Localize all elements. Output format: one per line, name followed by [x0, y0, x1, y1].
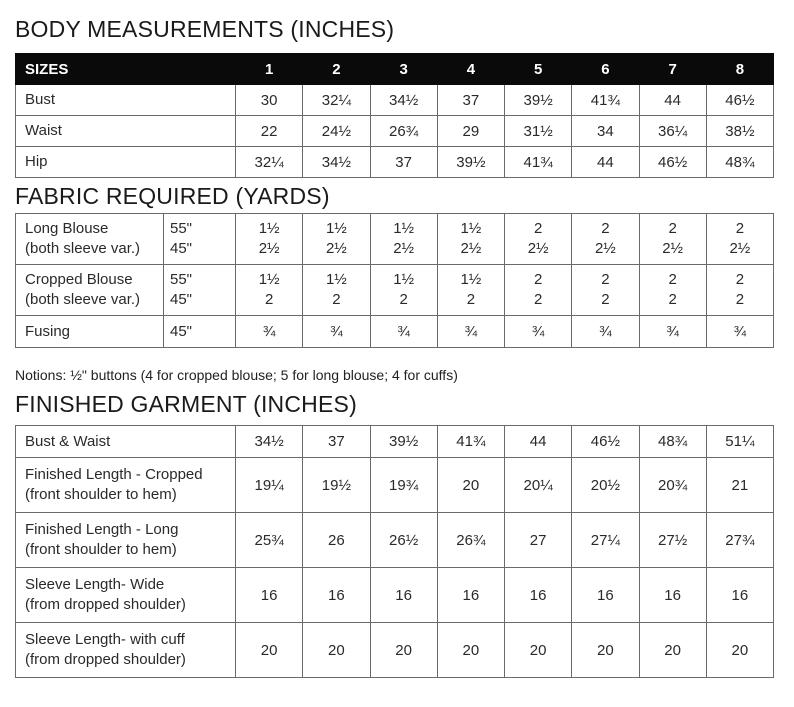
size-header: 1: [236, 54, 303, 85]
table-cell: ¾: [236, 316, 303, 348]
table-row: [16, 513, 774, 568]
table-cell: 51¼: [706, 426, 773, 458]
yardage-value: 2: [735, 271, 745, 288]
table-cell: 27¼: [572, 513, 639, 568]
row-label-note: (from dropped shoulder): [25, 596, 186, 613]
table-cell: 16: [370, 568, 437, 623]
sizes-header-label: SIZES: [16, 54, 236, 85]
row-label: [16, 214, 164, 265]
table-cell: 37: [370, 147, 437, 178]
yardage-value: 2½: [662, 240, 684, 257]
table-cell: 32¼: [236, 147, 303, 178]
table-cell: 29: [437, 116, 504, 147]
table-cell: 34½: [370, 85, 437, 116]
fabric-required-title: FABRIC REQUIRED (YARDS): [15, 183, 330, 209]
yardage-value: 2: [601, 271, 610, 288]
row-label: [16, 568, 236, 623]
table-cell: 20: [370, 623, 437, 678]
table-cell: 46½: [639, 147, 706, 178]
table-cell: [572, 214, 639, 265]
row-label-note: (both sleeve var.): [25, 291, 141, 308]
yardage-value: 2: [332, 291, 341, 308]
yardage-value: 1½: [325, 220, 347, 237]
table-cell: [303, 265, 370, 316]
table-cell: [236, 265, 303, 316]
yardage-value: 2: [533, 220, 543, 237]
table-cell: 46½: [706, 85, 773, 116]
finished-garment-table: [15, 425, 774, 678]
table-row: [16, 426, 774, 458]
size-header: 6: [572, 54, 639, 85]
yardage-value: 2: [668, 220, 677, 237]
fabric-width-cell: 45": [164, 316, 236, 348]
yardage-value: 2½: [594, 240, 616, 257]
table-cell: [437, 265, 504, 316]
table-cell: 16: [236, 568, 303, 623]
row-label: [16, 513, 236, 568]
table-cell: 20½: [572, 458, 639, 513]
row-label: Waist: [16, 116, 236, 147]
table-cell: 26: [303, 513, 370, 568]
yardage-value: 2: [466, 291, 476, 308]
table-cell: 31½: [505, 116, 572, 147]
table-cell: 21: [706, 458, 773, 513]
yardage-value: 2: [735, 291, 745, 308]
table-cell: 41¾: [572, 85, 639, 116]
table-cell: 41¾: [505, 147, 572, 178]
row-label: [16, 623, 236, 678]
yardage-value: 2: [533, 271, 543, 288]
fabric-width-cell: [164, 214, 236, 265]
table-cell: [572, 265, 639, 316]
table-cell: 34: [572, 116, 639, 147]
table-cell: 37: [437, 85, 504, 116]
table-cell: 16: [303, 568, 370, 623]
table-row: [16, 214, 774, 265]
table-cell: [236, 214, 303, 265]
fabric-width: 55": [170, 271, 193, 288]
yardage-value: 2: [601, 220, 610, 237]
yardage-value: 1½: [325, 271, 347, 288]
table-cell: 20: [437, 458, 504, 513]
yardage-value: 2½: [258, 240, 280, 257]
yardage-value: 2: [735, 220, 745, 237]
row-label-note: (front shoulder to hem): [25, 541, 177, 558]
yardage-value: 2½: [527, 240, 549, 257]
yardage-value: 2: [601, 291, 610, 308]
row-label-note: (from dropped shoulder): [25, 651, 186, 668]
table-cell: [706, 265, 773, 316]
table-cell: 39½: [370, 426, 437, 458]
table-cell: [437, 214, 504, 265]
row-label-note: (front shoulder to hem): [25, 486, 177, 503]
size-header: 4: [437, 54, 504, 85]
row-label-line: Finished Length - Long: [25, 521, 179, 538]
table-cell: ¾: [370, 316, 437, 348]
table-cell: 16: [437, 568, 504, 623]
table-cell: 38½: [706, 116, 773, 147]
table-cell: ¾: [639, 316, 706, 348]
size-header: 2: [303, 54, 370, 85]
table-cell: [505, 265, 572, 316]
yardage-value: 1½: [393, 271, 415, 288]
yardage-value: 2: [399, 291, 408, 308]
table-cell: [370, 214, 437, 265]
yardage-value: 2½: [325, 240, 347, 257]
table-row: [16, 265, 774, 316]
row-label: [16, 265, 164, 316]
table-cell: ¾: [437, 316, 504, 348]
table-cell: 20: [572, 623, 639, 678]
row-label-note: (both sleeve var.): [25, 240, 141, 257]
table-cell: 19¼: [236, 458, 303, 513]
table-cell: 32¼: [303, 85, 370, 116]
yardage-value: 1½: [258, 220, 280, 237]
table-cell: 44: [505, 426, 572, 458]
yardage-value: 2: [668, 271, 677, 288]
row-label-line: Sleeve Length- with cuff: [25, 631, 185, 648]
table-cell: 34½: [236, 426, 303, 458]
table-cell: 48¾: [639, 426, 706, 458]
yardage-value: 1½: [460, 271, 482, 288]
table-cell: 46½: [572, 426, 639, 458]
table-row: [16, 623, 774, 678]
table-cell: [505, 214, 572, 265]
table-cell: 30: [236, 85, 303, 116]
row-label: [16, 458, 236, 513]
row-label: Bust: [16, 85, 236, 116]
size-header: 5: [505, 54, 572, 85]
table-cell: 20¾: [639, 458, 706, 513]
row-label-line: Cropped Blouse: [25, 271, 133, 288]
table-row: [16, 316, 774, 348]
table-cell: 26½: [370, 513, 437, 568]
table-cell: 27½: [639, 513, 706, 568]
yardage-value: 1½: [460, 220, 482, 237]
row-label: Hip: [16, 147, 236, 178]
table-cell: 16: [706, 568, 773, 623]
fabric-required-table: [15, 213, 774, 348]
table-cell: 26¾: [370, 116, 437, 147]
table-cell: 44: [572, 147, 639, 178]
table-cell: 20¼: [505, 458, 572, 513]
row-label: Bust & Waist: [16, 426, 236, 458]
yardage-value: 1½: [258, 271, 280, 288]
table-cell: 48¾: [706, 147, 773, 178]
row-label-line: Sleeve Length- Wide: [25, 576, 165, 593]
fabric-width: 45": [170, 291, 193, 308]
table-row: [16, 116, 774, 147]
table-cell: ¾: [572, 316, 639, 348]
body-measurements-title: BODY MEASUREMENTS (INCHES): [15, 16, 395, 42]
table-cell: 36¼: [639, 116, 706, 147]
table-cell: 20: [706, 623, 773, 678]
table-row: [16, 147, 774, 178]
table-row: [16, 85, 774, 116]
yardage-value: 1½: [393, 220, 415, 237]
size-header: 3: [370, 54, 437, 85]
yardage-value: 2½: [393, 240, 415, 257]
sizes-header-row: [16, 54, 774, 85]
table-cell: 39½: [505, 85, 572, 116]
yardage-value: 2½: [729, 240, 751, 257]
table-cell: 26¾: [437, 513, 504, 568]
table-cell: 16: [639, 568, 706, 623]
table-cell: 27¾: [706, 513, 773, 568]
table-cell: 19¾: [370, 458, 437, 513]
finished-garment-title: FINISHED GARMENT (INCHES): [15, 391, 357, 417]
table-cell: 19½: [303, 458, 370, 513]
body-measurements-table: [15, 53, 774, 178]
table-cell: 22: [236, 116, 303, 147]
row-label-line: Finished Length - Cropped: [25, 466, 203, 483]
yardage-value: 2½: [460, 240, 482, 257]
yardage-value: 2: [264, 291, 274, 308]
table-cell: 27: [505, 513, 572, 568]
table-cell: 34½: [303, 147, 370, 178]
table-cell: ¾: [505, 316, 572, 348]
table-cell: 39½: [437, 147, 504, 178]
table-cell: [370, 265, 437, 316]
table-cell: 20: [437, 623, 504, 678]
table-cell: 24½: [303, 116, 370, 147]
fabric-width: 45": [170, 240, 193, 257]
table-cell: 41¾: [437, 426, 504, 458]
table-row: [16, 568, 774, 623]
table-cell: 20: [303, 623, 370, 678]
table-cell: 16: [505, 568, 572, 623]
table-cell: 25¾: [236, 513, 303, 568]
row-label: Fusing: [16, 316, 164, 348]
table-cell: [639, 214, 706, 265]
table-cell: ¾: [303, 316, 370, 348]
table-cell: 37: [303, 426, 370, 458]
table-cell: 16: [572, 568, 639, 623]
table-cell: 20: [505, 623, 572, 678]
size-header: 7: [639, 54, 706, 85]
table-cell: [706, 214, 773, 265]
table-cell: 20: [639, 623, 706, 678]
row-label-line: Long Blouse: [25, 220, 109, 237]
table-cell: ¾: [706, 316, 773, 348]
table-cell: [639, 265, 706, 316]
table-cell: [303, 214, 370, 265]
yardage-value: 2: [533, 291, 543, 308]
fabric-width: 55": [170, 220, 193, 237]
table-row: [16, 458, 774, 513]
table-cell: 20: [236, 623, 303, 678]
size-header: 8: [706, 54, 773, 85]
fabric-width-cell: [164, 265, 236, 316]
yardage-value: 2: [668, 291, 677, 308]
table-cell: 44: [639, 85, 706, 116]
notions-note: Notions: ½" buttons (4 for cropped blouse; 5 for long blouse; 4 for cuffs): [15, 367, 458, 383]
